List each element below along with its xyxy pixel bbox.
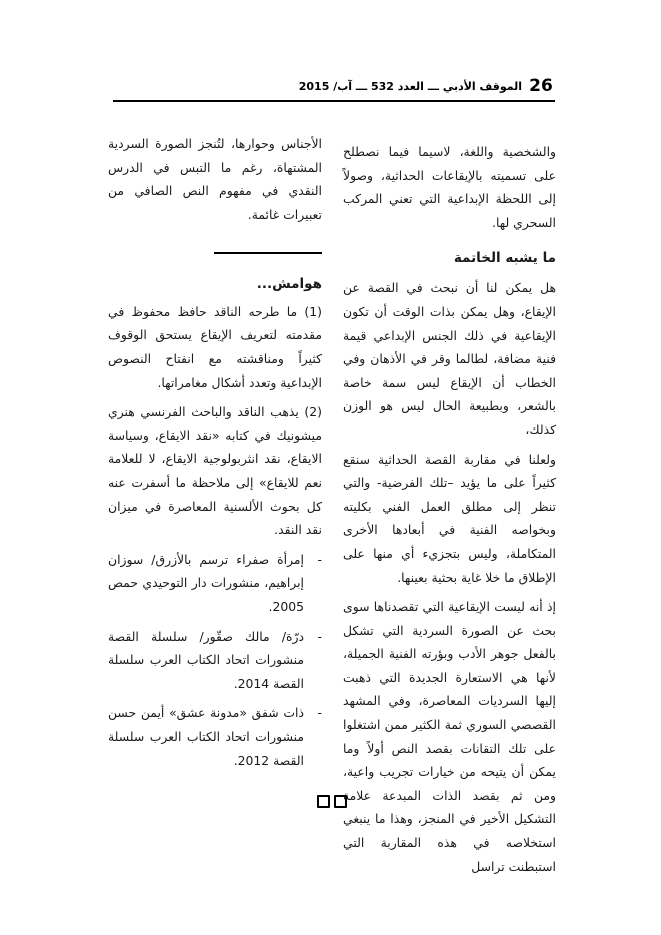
end-mark-square bbox=[317, 795, 330, 808]
footnote-1: (1) ما طرحه الناقد حافظ محفوظ في مقدمته لتعريف الإيقاع يستحق الوقوف كثيراً ومناقشته مع انفتاح النصوص الإبداعية وتعدد أشكال مغامراتها. bbox=[108, 303, 322, 390]
footnotes-divider bbox=[214, 252, 322, 254]
paragraph-2: ولعلنا في مقاربة القصة الحداثية سنقع كثيراً على ما يؤيد –تلك الفرضية- والتي تنظر إلى مطلق العمل الفني بكليته وبخواصه الفنية في أبعادها الأخرى المتكاملة، وليس بتجزيء أي منها على الإطلاق ما خلا غاية بحثية بعينها. bbox=[343, 451, 556, 585]
footnote-2: (2) يذهب الناقد والباحث الفرنسي هنري ميشونيك في كتابه «نقد الايقاع، وسياسة الايقاع، نقد انثربولوجية الايقاع، لا للعلامة نعم للايقاع» إلى ملاحظة ما أسفرت عنه كل بحوث الألسنية المعاصرة في ميزان نقد النقد. bbox=[108, 404, 322, 538]
section-heading: ما يشبه الخاتمة bbox=[453, 250, 556, 267]
bullet-dash: - bbox=[317, 551, 322, 567]
source-item bbox=[108, 701, 322, 772]
source-text: ذات شفق «مدونة عشق» أيمن حسن منشورات اتحاد الكتاب العرب سلسلة القصة 2012. bbox=[108, 705, 304, 768]
left-column bbox=[108, 132, 322, 778]
header-rule bbox=[113, 100, 555, 102]
source-text: إمرأة صفراء ترسم بالأزرق/ سوزان إبراهيم، منشورات دار التوحيدي حمص 2005. bbox=[108, 551, 304, 614]
paragraph-3: إذ أنه ليست الإيقاعية التي تقصدناها سوى بحث عن الصورة السردية التي تشكل بالفعل جوهر الأدب وبؤرته الفنية الجميلة، لأنها هي الاستعارة الجديدة التي ذهبت إليها السرديات المعاصرة، وفي المشهد القصصي السوري ثمة الكثير ممن اشتغلوا على تلك التقانات بقصد النص أولاً وما يمكن أن يتيحه من خيارات تجريب واعية، ومن ثم بقصد الذات المبدعة علامة التشكيل الأخير في المنجز، وهذا ما ينبغي استخلاصه في هذه المقاربة التي استبطنت تراسل bbox=[343, 599, 556, 874]
issue-header: الموقف الأدبي ـــ العدد 532 ـــ آب/ 2015 bbox=[298, 80, 522, 93]
continuation-paragraph: الأجناس وحوارها، لتُنجز الصورة السردية المشتهاة، رغم ما التبس في الدرس النقدي في مفهوم النص الصافي من تعبيرات غائمة. bbox=[108, 136, 322, 222]
source-item bbox=[108, 625, 322, 696]
bullet-dash: - bbox=[317, 628, 322, 644]
end-mark-square bbox=[334, 795, 347, 808]
paragraph-1: هل يمكن لنا أن نبحث في القصة عن الإيقاع، وهل يمكن بذات الوقت أن تكون الإيقاعية في ذلك الجنس الإبداعي قيمة فنية مضافة، لطالما وقر في الأذهان وفي الخطاب أن الإيقاع ليس سمة خاصة بالشعر، وبطبيعة الحال ليس هو الوزن كذلك، bbox=[343, 280, 556, 437]
intro-paragraph: والشخصية واللغة، لاسيما فيما نصطلح على تسميته بالإيقاعات الحداثية، وصولاً إلى اللحظة الإبداعية التي تعني المركب السحري لها. bbox=[343, 144, 556, 230]
footnotes-heading: هوامش... bbox=[256, 275, 322, 292]
end-of-article-mark bbox=[317, 795, 347, 807]
bullet-dash: - bbox=[317, 705, 322, 721]
right-column bbox=[343, 140, 556, 884]
page-number: 26 bbox=[529, 76, 553, 96]
source-item bbox=[108, 548, 322, 619]
source-text: درّة/ مالك صقّور/ سلسلة القصة منشورات اتحاد الكتاب العرب سلسلة القصة 2014. bbox=[108, 628, 304, 691]
